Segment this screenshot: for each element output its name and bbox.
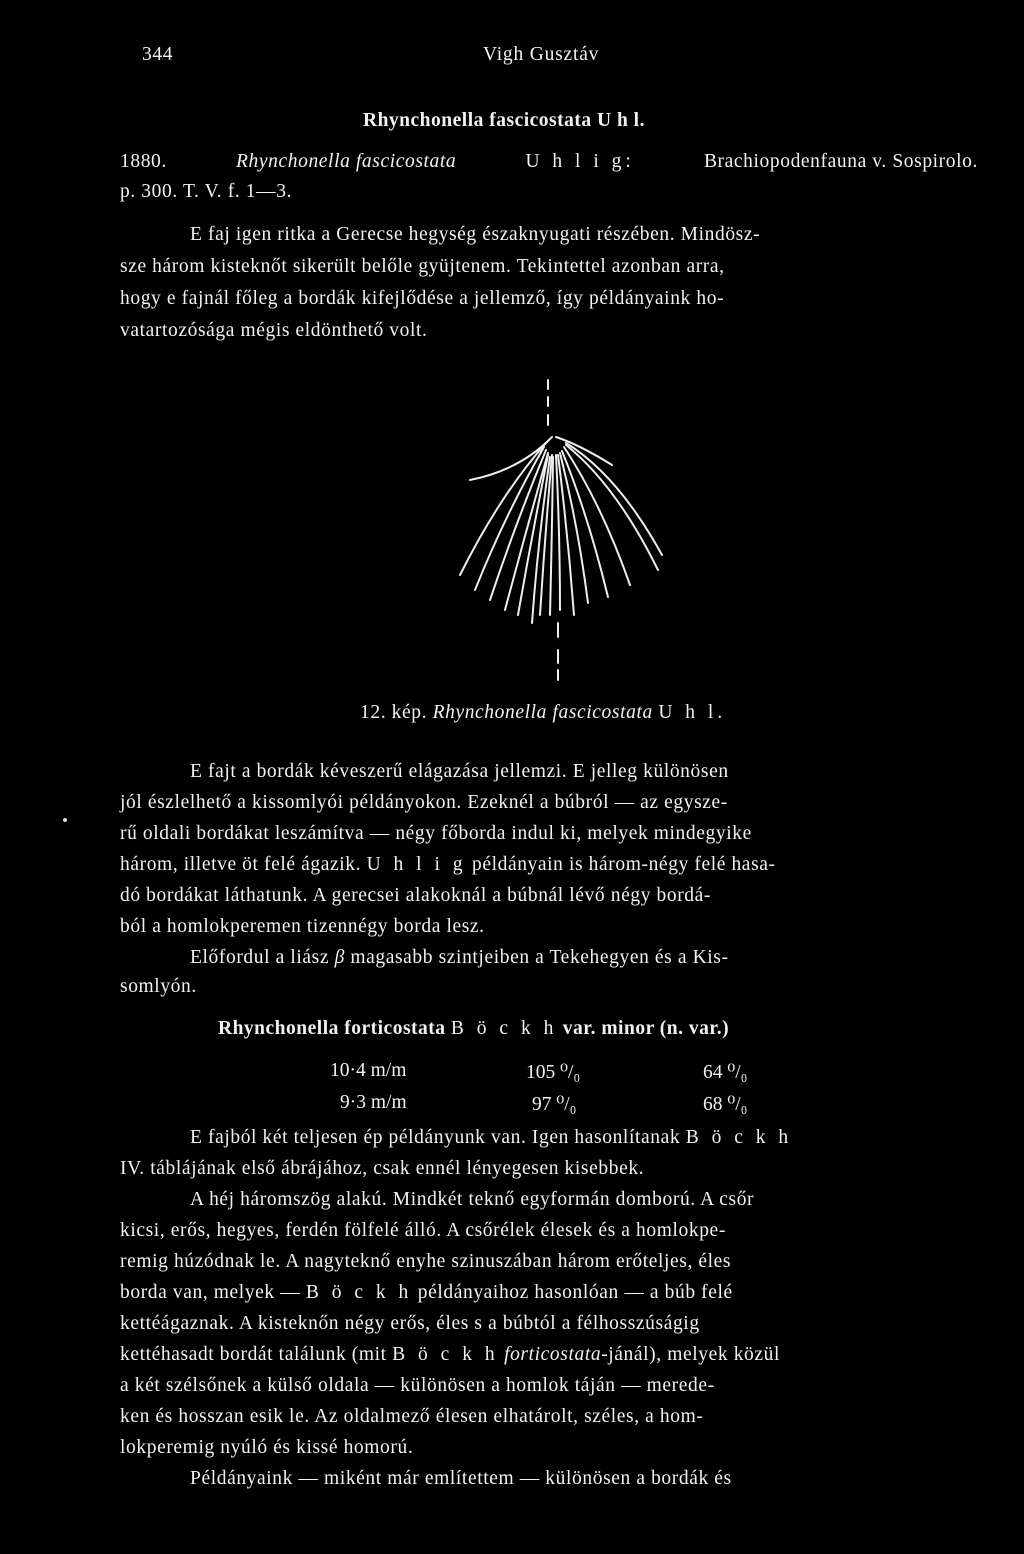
paragraph-line: [120, 823, 978, 845]
paragraph-text: rű oldali bordákat leszámítva — négy főborda indul ki, melyek mindegyike: [120, 823, 752, 844]
heading-variety: var. minor (n. var.): [562, 1018, 730, 1039]
rib-fan-figure: [440, 375, 680, 685]
figure-species: Rhynchonella fascicostata: [432, 702, 653, 723]
paragraph-line: IV. táblájának első ábrájához, csak ennél lényegesen kisebbek.: [120, 1158, 645, 1179]
figure-author: U h l.: [658, 702, 727, 723]
paragraph-line: [120, 1375, 978, 1397]
paragraph-text: dó bordákat láthatunk. A gerecsei alakoknál a búbnál lévő négy bordá-: [120, 885, 712, 906]
paragraph-line: [190, 224, 978, 246]
paragraph-line: [120, 1220, 978, 1242]
paragraph-line: [120, 885, 978, 907]
paragraph-text: három, illetve öt felé ágazik.: [120, 854, 362, 875]
scan-speck: [63, 818, 67, 822]
paragraph-text: jól észlelhető a kissomlyói példányokon. Ezeknél a búbról — az egysze-: [120, 792, 728, 813]
paragraph-text: E fajból két teljesen ép példányunk van. Igen hasonlítanak: [190, 1127, 681, 1148]
author-name: B ö c k h: [685, 1127, 793, 1148]
paragraph-line: [190, 947, 729, 969]
paragraph-line: lokperemig nyúló és kissé homorú.: [120, 1437, 414, 1458]
author-name: B ö c k h: [392, 1344, 499, 1365]
paragraph-line: [120, 792, 978, 814]
paragraph-line: [120, 854, 776, 876]
citation-line-2: p. 300. T. V. f. 1—3.: [120, 181, 293, 202]
paragraph-text: kicsi, erős, hegyes, ferdén fölfelé álló. A csőrélek élesek és a homlokpe-: [120, 1220, 726, 1241]
species-heading: [218, 1018, 729, 1040]
paragraph-line: Példányaink — miként már említettem — különösen a bordák és: [190, 1468, 732, 1489]
citation-line-1: [120, 151, 978, 173]
citation-species: Rhynchonella fascicostata: [236, 151, 457, 172]
paragraph-text: kettéhasadt bordát találunk (mit: [120, 1344, 387, 1365]
citation-work: Brachiopodenfauna v. Sospirolo.: [703, 151, 978, 172]
paragraph-text: példányain is három-négy felé hasa-: [471, 854, 776, 875]
author-name: U h l i g: [366, 854, 467, 875]
paragraph-line: [120, 1251, 978, 1273]
paragraph-text: sze három kisteknőt sikerült belőle gyüjtenem. Tekintettel azonban arra,: [120, 256, 725, 277]
species-italic: forticostata: [504, 1344, 602, 1365]
paragraph-text: E faj igen ritka a Gerecse hegység északnyugati részében. Mindösz-: [190, 224, 761, 245]
paragraph-text: Előfordul a liász: [190, 947, 330, 968]
figure-label: 12. kép.: [360, 702, 428, 723]
paragraph-line: [120, 1406, 978, 1428]
paragraph-line: A héj háromszög alakú. Mindkét teknő egyformán domború. A csőr: [190, 1189, 755, 1210]
paragraph-text: borda van, melyek —: [120, 1282, 301, 1303]
paragraph-line: [120, 256, 978, 278]
paragraph-line: [120, 1282, 733, 1304]
paragraph-text: magasabb szintjeiben a Tekehegyen és a Kis-: [350, 947, 729, 968]
paragraph-line: vatartozósága mégis eldönthető volt.: [120, 320, 428, 341]
paragraph-line: [120, 1313, 978, 1335]
measurement-ratio: 105 ⁰/₀: [526, 1062, 581, 1083]
paragraph-text: -jánál), melyek közül: [601, 1344, 781, 1365]
citation-year: 1880.: [120, 151, 167, 172]
measurement-ratio: 64 ⁰/₀: [703, 1062, 748, 1083]
paragraph-line: somlyón.: [120, 976, 197, 997]
paragraph-line: [120, 288, 978, 310]
running-head: Vigh Gusztáv: [483, 44, 600, 65]
paragraph-text: kettéágaznak. A kisteknőn négy erős, éles s a búbtól a félhosszúságig: [120, 1313, 700, 1334]
measurement-ratio: 68 ⁰/₀: [703, 1094, 748, 1115]
paragraph-line: [190, 1127, 792, 1149]
paragraph-text: ken és hosszan esik le. Az oldalmező élesen elhatárolt, széles, a hom-: [120, 1406, 704, 1427]
measurement-size: 10·4 m/m: [330, 1060, 407, 1081]
citation-author: U h l i g:: [525, 151, 635, 172]
heading-author: B ö c k h: [450, 1018, 558, 1039]
species-heading: Rhynchonella fascicostata U h l.: [363, 110, 645, 131]
paragraph-text: hogy e fajnál főleg a bordák kifejlődése a jellemző, így példányaink ho-: [120, 288, 725, 309]
author-name: B ö c k h: [305, 1282, 413, 1303]
measurement-ratio: 97 ⁰/₀: [532, 1094, 577, 1115]
measurement-size: 9·3 m/m: [340, 1092, 407, 1113]
paragraph-text: példányaihoz hasonlóan — a búb felé: [417, 1282, 733, 1303]
page-number: 344: [142, 44, 174, 65]
paragraph-text: a két szélsőnek a külső oldala — különösen a homlok táján — merede-: [120, 1375, 715, 1396]
paragraph-line: [120, 1344, 780, 1366]
paragraph-line: ból a homlokperemen tizennégy borda lesz.: [120, 916, 485, 937]
paragraph-line: E fajt a bordák kéveszerű elágazása jellemzi. E jelleg különösen: [190, 761, 729, 782]
greek-beta: β: [334, 947, 345, 968]
paragraph-text: remig húzódnak le. A nagyteknő enyhe szinuszában három erőteljes, éles: [120, 1251, 732, 1272]
heading-species: Rhynchonella forticostata: [218, 1018, 446, 1039]
figure-caption: [360, 702, 726, 724]
